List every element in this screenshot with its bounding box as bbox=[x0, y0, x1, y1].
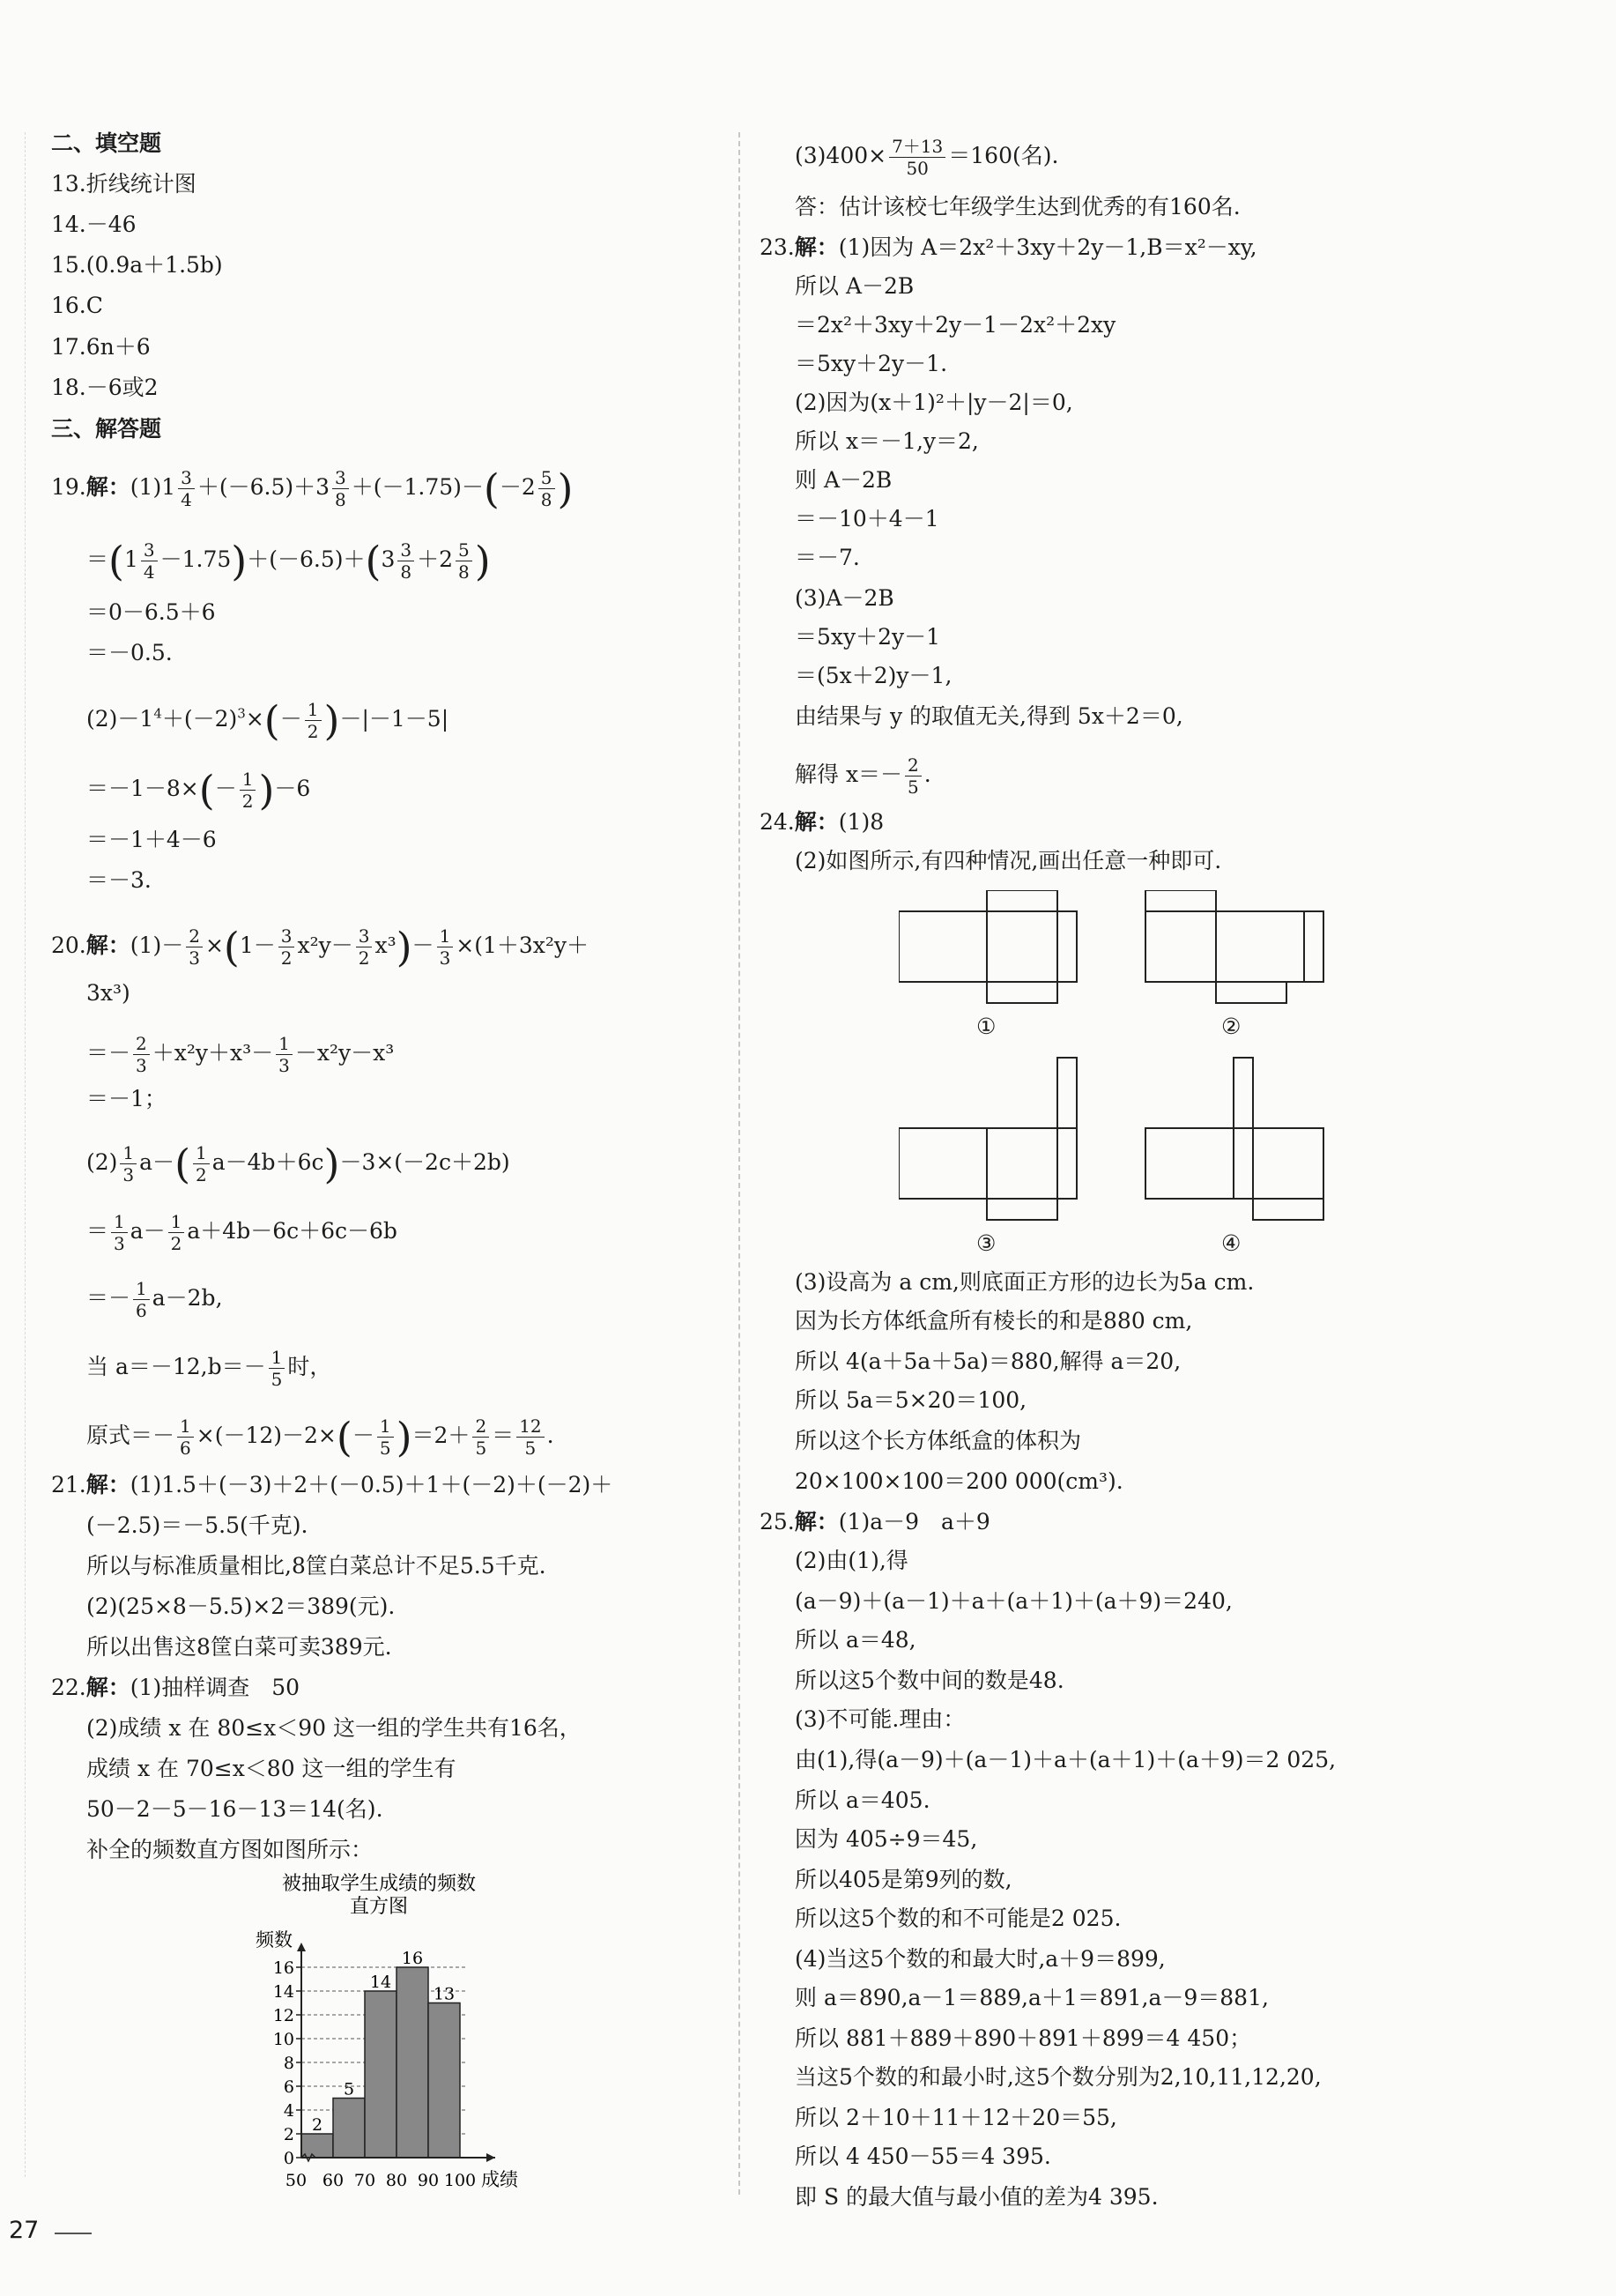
x-axis-arrow bbox=[486, 2153, 495, 2162]
net-3 bbox=[899, 1058, 1077, 1220]
y-tick-label: 0 bbox=[283, 2149, 294, 2168]
histogram-bar bbox=[333, 2099, 365, 2159]
q19-line2: ＝(1 $\frac{3}{4}$ －1.75)＋(－6.5)＋(3 $\frac{3}{8}$ ＋2 $\frac{5}{8}$ ) bbox=[86, 537, 491, 585]
q22-line4: 50－2－5－16－13＝14(名). bbox=[86, 1796, 383, 1822]
q23-line11: ＝5xy＋2y－1 bbox=[795, 624, 941, 650]
q25-line8: 所以 a＝405. bbox=[795, 1787, 930, 1813]
y-axis-arrow bbox=[297, 1943, 306, 1951]
net-label-1: ① bbox=[976, 1014, 997, 1039]
q22-line1: 22.解：(1)抽样调查 50 bbox=[51, 1675, 300, 1700]
q22-line5: 补全的频数直方图如图所示： bbox=[86, 1837, 374, 1862]
q22-3-line2: 答：估计该校七年级学生达到优秀的有160名. bbox=[795, 194, 1241, 219]
q25-line13: 则 a＝890,a－1＝889,a＋1＝891,a－9＝881, bbox=[795, 1985, 1269, 2010]
x-tick-label: 100 bbox=[443, 2171, 477, 2190]
x-tick-label: 50 bbox=[285, 2171, 308, 2190]
q22-3-line1: (3)400× $\frac{7+13}{50}$ ＝160(名). bbox=[795, 136, 1059, 179]
q20-line4: ＝－1； bbox=[86, 1086, 167, 1111]
q19-line3: ＝0－6.5＋6 bbox=[86, 599, 216, 625]
histogram-bar bbox=[397, 1967, 428, 2158]
q24-line6: 所以 5a＝5×20＝100, bbox=[795, 1387, 1027, 1413]
x-tick-label: 60 bbox=[322, 2171, 345, 2190]
q23-line12: ＝(5x＋2)y－1, bbox=[795, 663, 953, 688]
q25-line6: (3)不可能.理由： bbox=[795, 1706, 966, 1732]
y-tick-label: 2 bbox=[283, 2125, 294, 2144]
q21-line4: (2)(25×8－5.5)×2＝389(元). bbox=[86, 1594, 396, 1619]
histogram-bar bbox=[365, 1991, 397, 2158]
q25-line1: 25.解：(1)a－9 a＋9 bbox=[760, 1509, 990, 1534]
q25-line11: 所以这5个数的和不可能是2 025. bbox=[795, 1906, 1122, 1931]
q23-line10: (3)A－2B bbox=[795, 585, 894, 611]
y-tick-label: 10 bbox=[272, 2030, 294, 2049]
histogram-bar bbox=[428, 2003, 460, 2159]
net-1 bbox=[899, 890, 1077, 1003]
q25-line17: 所以 4 450－55＝4 395. bbox=[795, 2144, 1051, 2169]
bar-value-label: 16 bbox=[401, 1949, 424, 1968]
q20-line8: 当 a＝－12,b＝－ $\frac{1}{5}$ 时， bbox=[86, 1347, 332, 1390]
q20-line3: ＝－ $\frac{2}{3}$ ＋x²y＋x³－ $\frac{1}{3}$ －x²y－x³ bbox=[86, 1033, 395, 1076]
histogram-bar bbox=[301, 2134, 333, 2158]
q25-line10: 所以405是第9列的数, bbox=[795, 1867, 1012, 1892]
page-number-dash bbox=[55, 2233, 92, 2234]
q25-line18: 即 S 的最大值与最小值的差为4 395. bbox=[795, 2184, 1159, 2210]
q20-line5: (2) $\frac{1}{3}$ a－( $\frac{1}{2}$ a－4b＋6c)－3×(－2c＋2b) bbox=[86, 1140, 510, 1188]
net-2 bbox=[1145, 890, 1323, 1003]
q25-line14: 所以 881＋889＋890＋891＋899＝4 450； bbox=[795, 2025, 1252, 2051]
x-tick-label: 90 bbox=[417, 2171, 440, 2190]
q24-line3: (3)设高为 a cm,则底面正方形的边长为5a cm. bbox=[795, 1269, 1255, 1295]
q19-line4: ＝－0.5. bbox=[86, 640, 173, 665]
q19-line6: ＝－1－8×(－ $\frac{1}{2}$ )－6 bbox=[86, 766, 311, 814]
net-4 bbox=[1145, 1058, 1323, 1220]
page-number: 27 bbox=[9, 2217, 40, 2244]
q19-line8: ＝－3. bbox=[86, 867, 152, 893]
q23-line13: 由结果与 y 的取值无关,得到 5x＋2＝0, bbox=[795, 703, 1183, 729]
chart-subtitle: 直方图 bbox=[349, 1896, 409, 1918]
q25-line12: (4)当这5个数的和最大时,a＋9＝899, bbox=[795, 1946, 1166, 1972]
q24-line2: (2)如图所示,有四种情况,画出任意一种即可. bbox=[795, 848, 1222, 873]
q23-line14: 解得 x＝－ $\frac{2}{5}$ . bbox=[795, 754, 931, 798]
q23-line8: ＝－10＋4－1 bbox=[795, 506, 939, 531]
q25-line9: 因为 405÷9＝45, bbox=[795, 1826, 978, 1852]
q25-line4: 所以 a＝48, bbox=[795, 1627, 916, 1653]
q24-line1: 24.解：(1)8 bbox=[760, 809, 885, 835]
answer-17: 17.6n＋6 bbox=[51, 334, 151, 360]
q25-line3: (a－9)＋(a－1)＋a＋(a＋1)＋(a＋9)＝240, bbox=[795, 1588, 1233, 1614]
q19-line1: 19.解：(1)1 $\frac{3}{4}$ ＋(－6.5)＋3 $\frac{3}{8}$ ＋(－1.75)－(－2 $\frac{5}{8}$ ) bbox=[51, 464, 574, 513]
box-nets-figure bbox=[899, 890, 1357, 1260]
q23-line1: 23.解：(1)因为 A＝2x²＋3xy＋2y－1,B＝x²－xy, bbox=[760, 234, 1257, 260]
answer-15: 15.(0.9a＋1.5b) bbox=[51, 252, 223, 278]
bar-value-label: 14 bbox=[369, 1973, 392, 1992]
q25-line16: 所以 2＋10＋11＋12＋20＝55, bbox=[795, 2105, 1117, 2130]
q19-line5: $(2)-1^4+(-2)^3\times(-$ $\frac{1}{2}$ )－|－1－5| bbox=[86, 696, 449, 745]
q23-line3: ＝2x²＋3xy＋2y－1－2x²＋2xy bbox=[795, 312, 1116, 338]
q25-line15: 当这5个数的和最小时,这5个数分别为2,10,11,12,20, bbox=[795, 2064, 1322, 2090]
y-axis-label: 频数 bbox=[256, 1929, 293, 1950]
left-margin-line bbox=[25, 132, 26, 2177]
q25-line7: 由(1),得(a－9)＋(a－1)＋a＋(a＋1)＋(a＋9)＝2 025, bbox=[795, 1747, 1337, 1772]
y-tick-label: 12 bbox=[272, 2006, 294, 2025]
y-tick-label: 16 bbox=[272, 1958, 294, 1978]
q22-line2: (2)成绩 x 在 80≤x＜90 这一组的学生共有16名， bbox=[86, 1715, 582, 1741]
q19-line7: ＝－1＋4－6 bbox=[86, 827, 217, 852]
x-tick-label: 80 bbox=[385, 2171, 408, 2190]
x-tick-label: 70 bbox=[353, 2171, 376, 2190]
q24-line7: 所以这个长方体纸盒的体积为 bbox=[795, 1428, 1082, 1453]
answer-13: 13.折线统计图 bbox=[51, 171, 196, 197]
answer-14: 14.－46 bbox=[51, 212, 137, 237]
q20-line1: 20.解：(1)－ $\frac{2}{3}$ ×(1－ $\frac{3}{2}$ x²y－ $\frac{3}{2}$ x³)－ $\frac{1}{3}$ ×(1＋3x²y＋ bbox=[51, 923, 589, 971]
chart-title: 被抽取学生成绩的频数 bbox=[281, 1873, 477, 1895]
q20-line6: ＝ $\frac{1}{3}$ a－ $\frac{1}{2}$ a＋4b－6c＋6c－6b bbox=[86, 1211, 397, 1254]
bar-value-label: 13 bbox=[433, 1984, 456, 2004]
q21-line5: 所以出售这8筐白菜可卖389元. bbox=[86, 1634, 392, 1660]
net-label-2: ② bbox=[1221, 1014, 1242, 1039]
q21-line1: 21.解：(1)1.5＋(－3)＋2＋(－0.5)＋1＋(－2)＋(－2)＋ bbox=[51, 1472, 613, 1497]
q23-line2: 所以 A－2B bbox=[795, 273, 915, 299]
bar-value-label: 2 bbox=[311, 2115, 323, 2135]
q23-line6: 所以 x＝－1,y＝2, bbox=[795, 428, 979, 454]
column-divider bbox=[738, 132, 740, 2195]
q23-line7: 则 A－2B bbox=[795, 467, 893, 493]
q24-line5: 所以 4(a＋5a＋5a)＝880,解得 a＝20, bbox=[795, 1349, 1182, 1374]
bar-value-label: 5 bbox=[343, 2079, 355, 2099]
q25-line2: (2)由(1),得 bbox=[795, 1548, 908, 1573]
q24-line8: 20×100×100＝200 000(cm³). bbox=[795, 1468, 1123, 1494]
q23-line5: (2)因为(x＋1)²＋|y－2|＝0, bbox=[795, 390, 1073, 415]
q23-line4: ＝5xy＋2y－1. bbox=[795, 351, 948, 376]
q20-line7: ＝－ $\frac{1}{6}$ a－2b, bbox=[86, 1278, 223, 1321]
y-tick-label: 6 bbox=[283, 2077, 294, 2097]
net-label-4: ④ bbox=[1221, 1230, 1242, 1256]
section-fill-in: 二、填空题 bbox=[51, 130, 162, 156]
q21-line2: (－2.5)＝－5.5(千克). bbox=[86, 1512, 308, 1538]
x-axis-label: 成绩 bbox=[481, 2169, 518, 2190]
q24-line4: 因为长方体纸盒所有棱长的和是880 cm, bbox=[795, 1308, 1193, 1334]
q20-line9: 原式＝－ $\frac{1}{6}$ ×(－12)－2×(－ $\frac{1}{5}$ )＝2＋ $\frac{2}{5}$ ＝ $\frac{12}{5}$ . bbox=[86, 1413, 554, 1461]
answer-16: 16.C bbox=[51, 293, 103, 318]
answer-18: 18.－6或2 bbox=[51, 375, 159, 400]
q25-line5: 所以这5个数中间的数是48. bbox=[795, 1668, 1064, 1693]
y-tick-label: 4 bbox=[283, 2101, 294, 2121]
q22-line3: 成绩 x 在 70≤x＜80 这一组的学生有 bbox=[86, 1756, 456, 1781]
net-label-3: ③ bbox=[976, 1230, 997, 1256]
y-tick-label: 8 bbox=[283, 2054, 294, 2073]
frequency-histogram bbox=[220, 1869, 590, 2203]
q20-line2: 3x³) bbox=[86, 980, 130, 1006]
q23-line9: ＝－7. bbox=[795, 545, 860, 570]
section-solve: 三、解答题 bbox=[51, 416, 162, 442]
y-tick-label: 14 bbox=[272, 1982, 294, 2002]
q21-line3: 所以与标准质量相比,8筐白菜总计不足5.5千克. bbox=[86, 1553, 546, 1579]
